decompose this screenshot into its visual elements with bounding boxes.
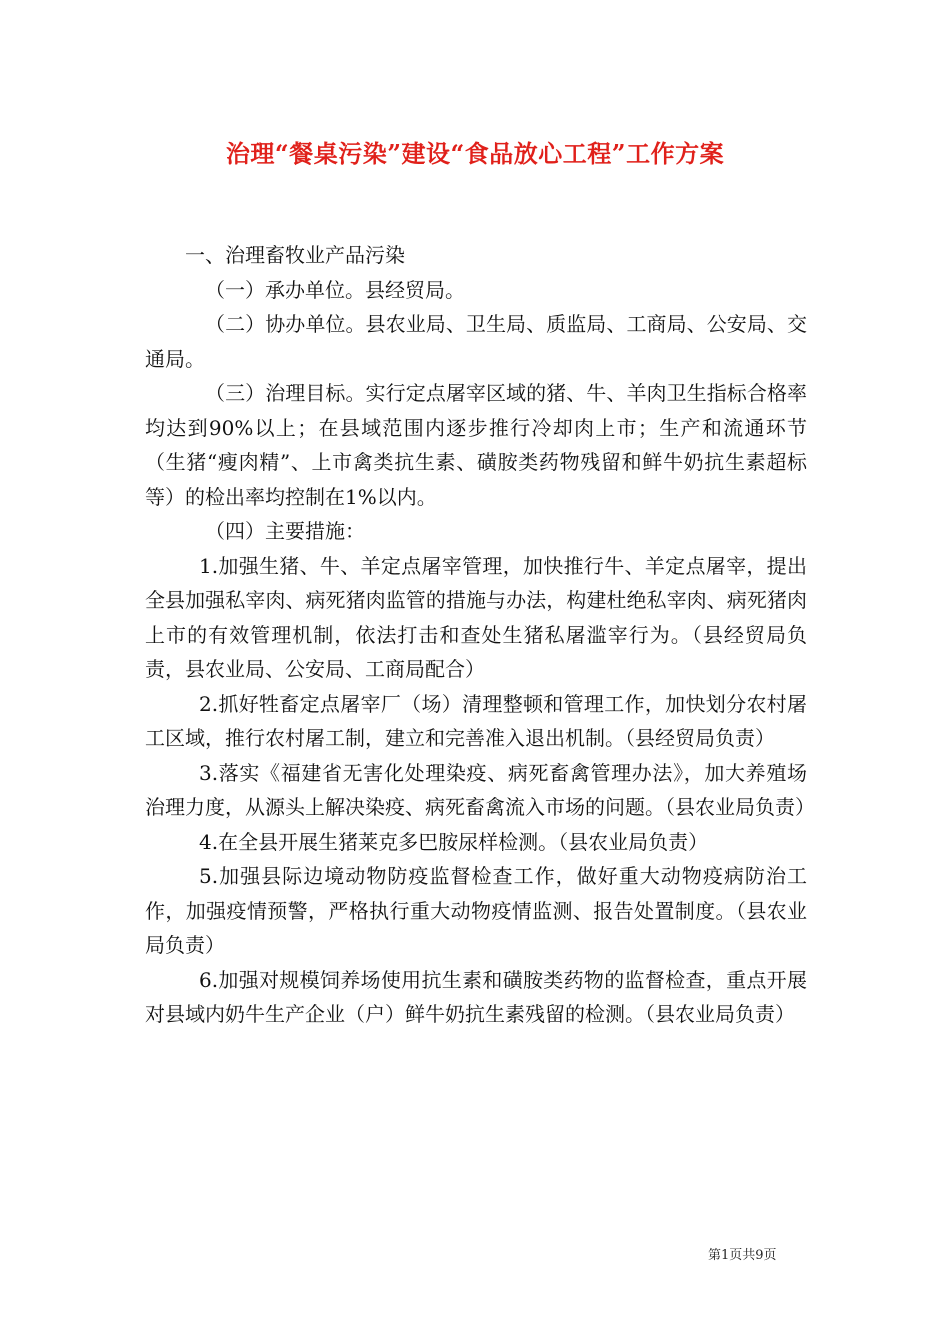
paragraph: （一）承办单位。县经贸局。 — [205, 277, 465, 302]
paragraph: （三）治理目标。实行定点屠宰区域的猪、牛、羊肉卫生指标合格率均达到90%以上；在县域范围内逐步推行冷却肉上市；生产和流通环节（生猪“瘦肉精”、上市禽类抗生素、磺胺类药物残留和鲜牛奶抗生素超标等）的检出率均控制在1%以内。 — [145, 381, 807, 509]
measure-item: 6.加强对规模饲养场使用抗生素和磺胺类药物的监督检查，重点开展对县域内奶牛生产企业（户）鲜牛奶抗生素残留的检测。（县农业局负责） — [145, 967, 807, 1026]
section-heading: 一、治理畜牧业产品污染 — [185, 243, 405, 267]
page-number: 第1页共9页 — [708, 1248, 777, 1263]
measure-item: 5.加强县际边境动物防疫监督检查工作，做好重大动物疫病防治工作，加强疫情预警，严格执行重大动物疫情监测、报告处置制度。（县农业局负责） — [145, 864, 807, 957]
paragraph: （四）主要措施： — [205, 519, 365, 543]
measure-item: 2.抓好牲畜定点屠宰厂（场）清理整顿和管理工作，加快划分农村屠工区域，推行农村屠工制，建立和完善准入退出机制。（县经贸局负责） — [145, 691, 807, 750]
paragraph: （二）协办单位。县农业局、卫生局、质监局、工商局、公安局、交通局。 — [145, 312, 807, 371]
document-title: 治理“餐桌污染”建设“食品放心工程”工作方案 — [225, 139, 725, 168]
measure-item: 1.加强生猪、牛、羊定点屠宰管理，加快推行牛、羊定点屠宰，提出全县加强私宰肉、病死猪肉监管的措施与办法，构建杜绝私宰肉、病死猪肉上市的有效管理机制，依法打击和查处生猪私屠滥宰行为。（县经贸局负责，县农业局、公安局、工商局配合） — [145, 553, 807, 681]
measure-item: 3.落实《福建省无害化处理染疫、病死畜禽管理办法》，加大养殖场治理力度，从源头上解决染疫、病死畜禽流入市场的问题。（县农业局负责） — [145, 760, 815, 819]
measure-item: 4.在全县开展生猪莱克多巴胺尿样检测。（县农业局负责） — [199, 829, 709, 854]
document-body — [145, 238, 815, 1032]
